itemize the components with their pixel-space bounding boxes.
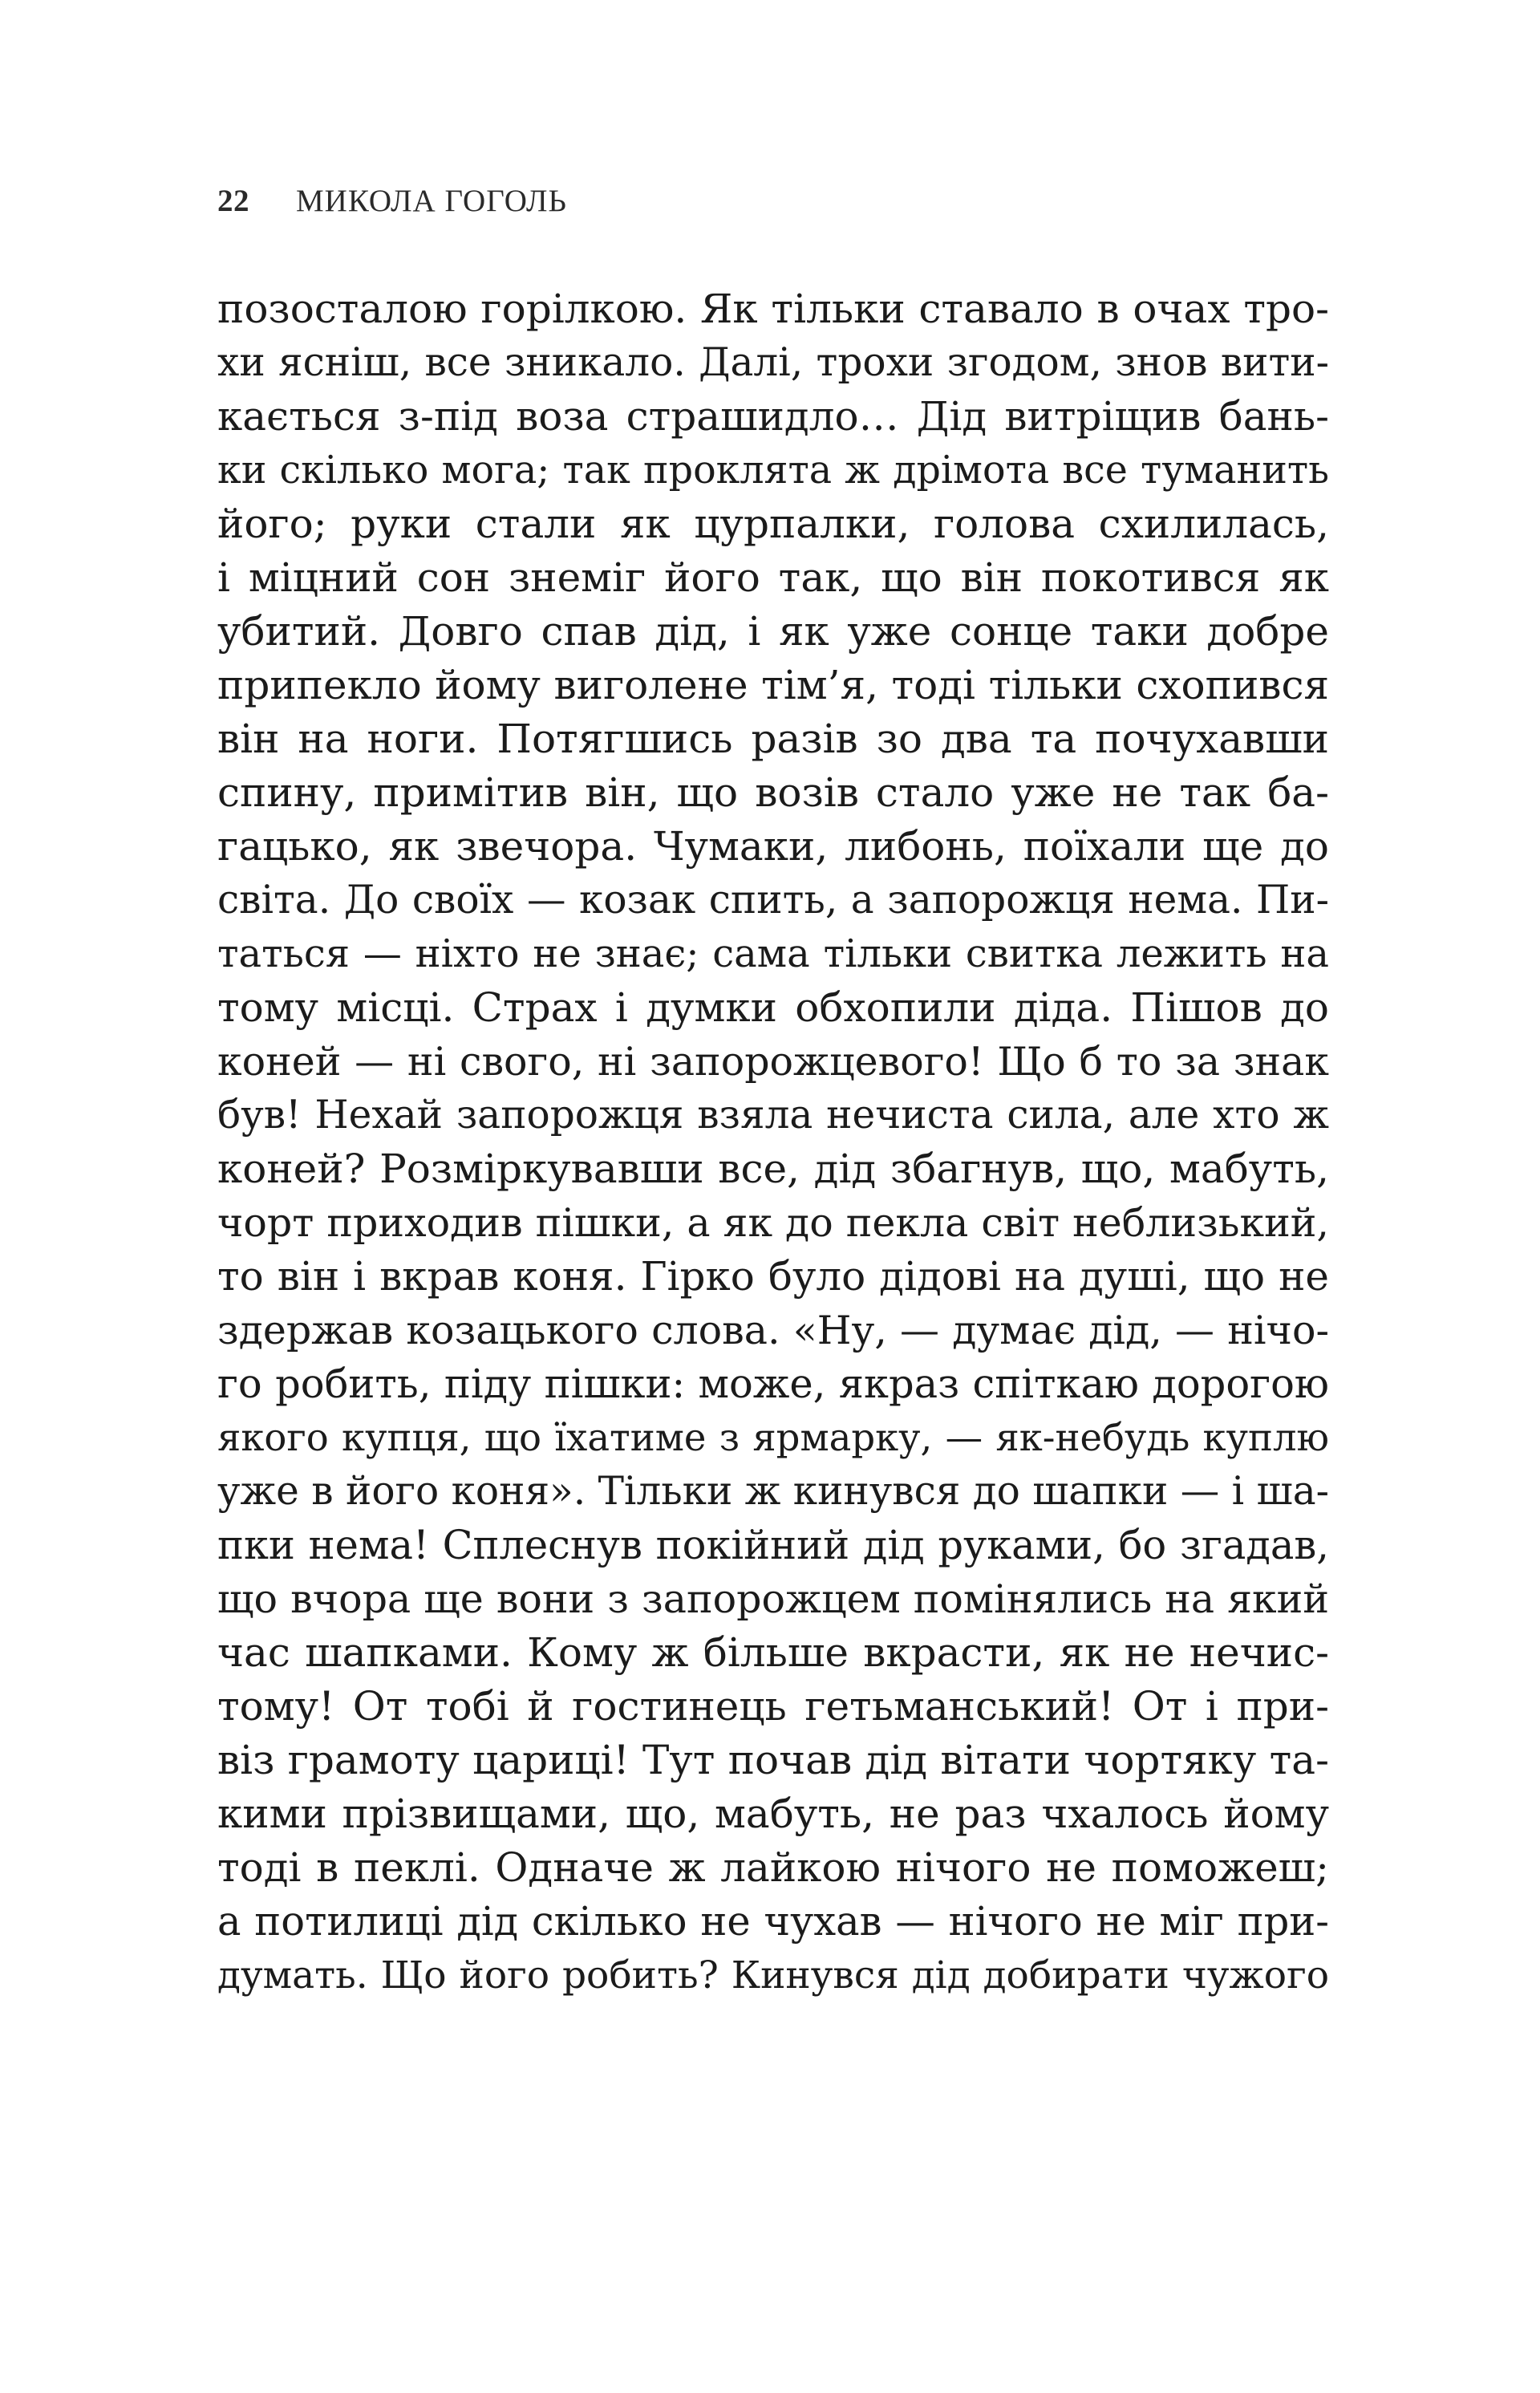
author-name: МИКОЛА ГОГОЛЬ xyxy=(296,184,567,218)
text-line: спину, примітив він, що возів стало уже не так ба- xyxy=(217,769,1329,816)
text-line: уже в його коня». Тільки ж кинувся до шапки — і ша- xyxy=(217,1469,1329,1514)
text-line: ки скілько мога; так проклята ж дрімота все туманить xyxy=(217,448,1329,493)
text-line: позосталою горілкою. Як тільки ставало в очах тро- xyxy=(217,286,1329,332)
text-line: коней — ні свого, ні запорожцевого! Що б то за знак xyxy=(217,1039,1329,1085)
text-line: тому місці. Страх і думки обхопили діда. Пішов до xyxy=(217,984,1329,1031)
text-line: був! Нехай запорожця взяла нечиста сила, але хто ж xyxy=(217,1093,1329,1138)
text-line: кається з-під воза страшидло… Дід витріщив бань- xyxy=(217,393,1329,440)
text-line: і міцний сон знеміг його так, що він покотився як xyxy=(217,554,1329,601)
text-line: світа. До своїх — козак спить, а запорожця нема. Пи- xyxy=(217,878,1329,923)
text-line: його; руки стали як цурпалки, голова схилилась, xyxy=(217,501,1329,547)
text-line: убитий. Довго спав дід, і як уже сонце таки добре xyxy=(217,608,1329,655)
text-line: кими прізвищами, що, мабуть, не раз чхалось йому xyxy=(217,1791,1329,1837)
text-line: го робить, піду пішки: може, якраз спіткаю дорогою xyxy=(217,1361,1329,1407)
text-line: таться — ніхто не знає; сама тільки свитка лежить на xyxy=(217,931,1329,976)
text-line: тому! От тобі й гостинець гетьманський! От і при- xyxy=(217,1683,1329,1730)
text-line: якого купця, що їхатиме з ярмарку, — як-небудь куплю xyxy=(217,1416,1329,1459)
text-line: віз грамоту цариці! Тут почав дід вітати чортяку та- xyxy=(217,1737,1329,1783)
text-line: тоді в пеклі. Одначе ж лайкою нічого не поможеш; xyxy=(217,1844,1329,1891)
text-line: що вчора ще вони з запорожцем помінялись на який xyxy=(217,1576,1329,1622)
text-line: здержав козацького слова. «Ну, — думає дід, — нічо- xyxy=(217,1308,1329,1353)
text-line: пки нема! Сплеснув покійний дід руками, бо згадав, xyxy=(217,1522,1329,1568)
text-line: припекло йому виголене тім’я, тоді тільки схопився xyxy=(217,662,1329,708)
text-line: то він і вкрав коня. Гірко було дідові на душі, що не xyxy=(217,1253,1329,1300)
text-line: коней? Розміркувавши все, дід збагнув, що, мабуть, xyxy=(217,1146,1329,1192)
running-header xyxy=(217,183,567,223)
text-line: він на ноги. Потягшись разів зо два та почухавши xyxy=(217,716,1329,762)
text-line: а потилиці дід скілько не чухав — нічого не міг при- xyxy=(217,1898,1329,1945)
text-line: чорт приходив пішки, а як до пекла світ неблизький, xyxy=(217,1200,1329,1246)
page-number: 22 xyxy=(217,184,249,218)
text-line: гацько, як звечора. Чумаки, либонь, поїхали ще до xyxy=(217,823,1329,870)
body-text xyxy=(217,282,1329,2002)
text-line: хи ясніш, все зникало. Далі, трохи згодом, знов вити- xyxy=(217,340,1329,385)
text-line: думать. Що його робить? Кинувся дід добирати чужого xyxy=(217,1953,1329,1998)
text-line: час шапками. Кому ж більше вкрасти, як не нечис- xyxy=(217,1629,1329,1676)
